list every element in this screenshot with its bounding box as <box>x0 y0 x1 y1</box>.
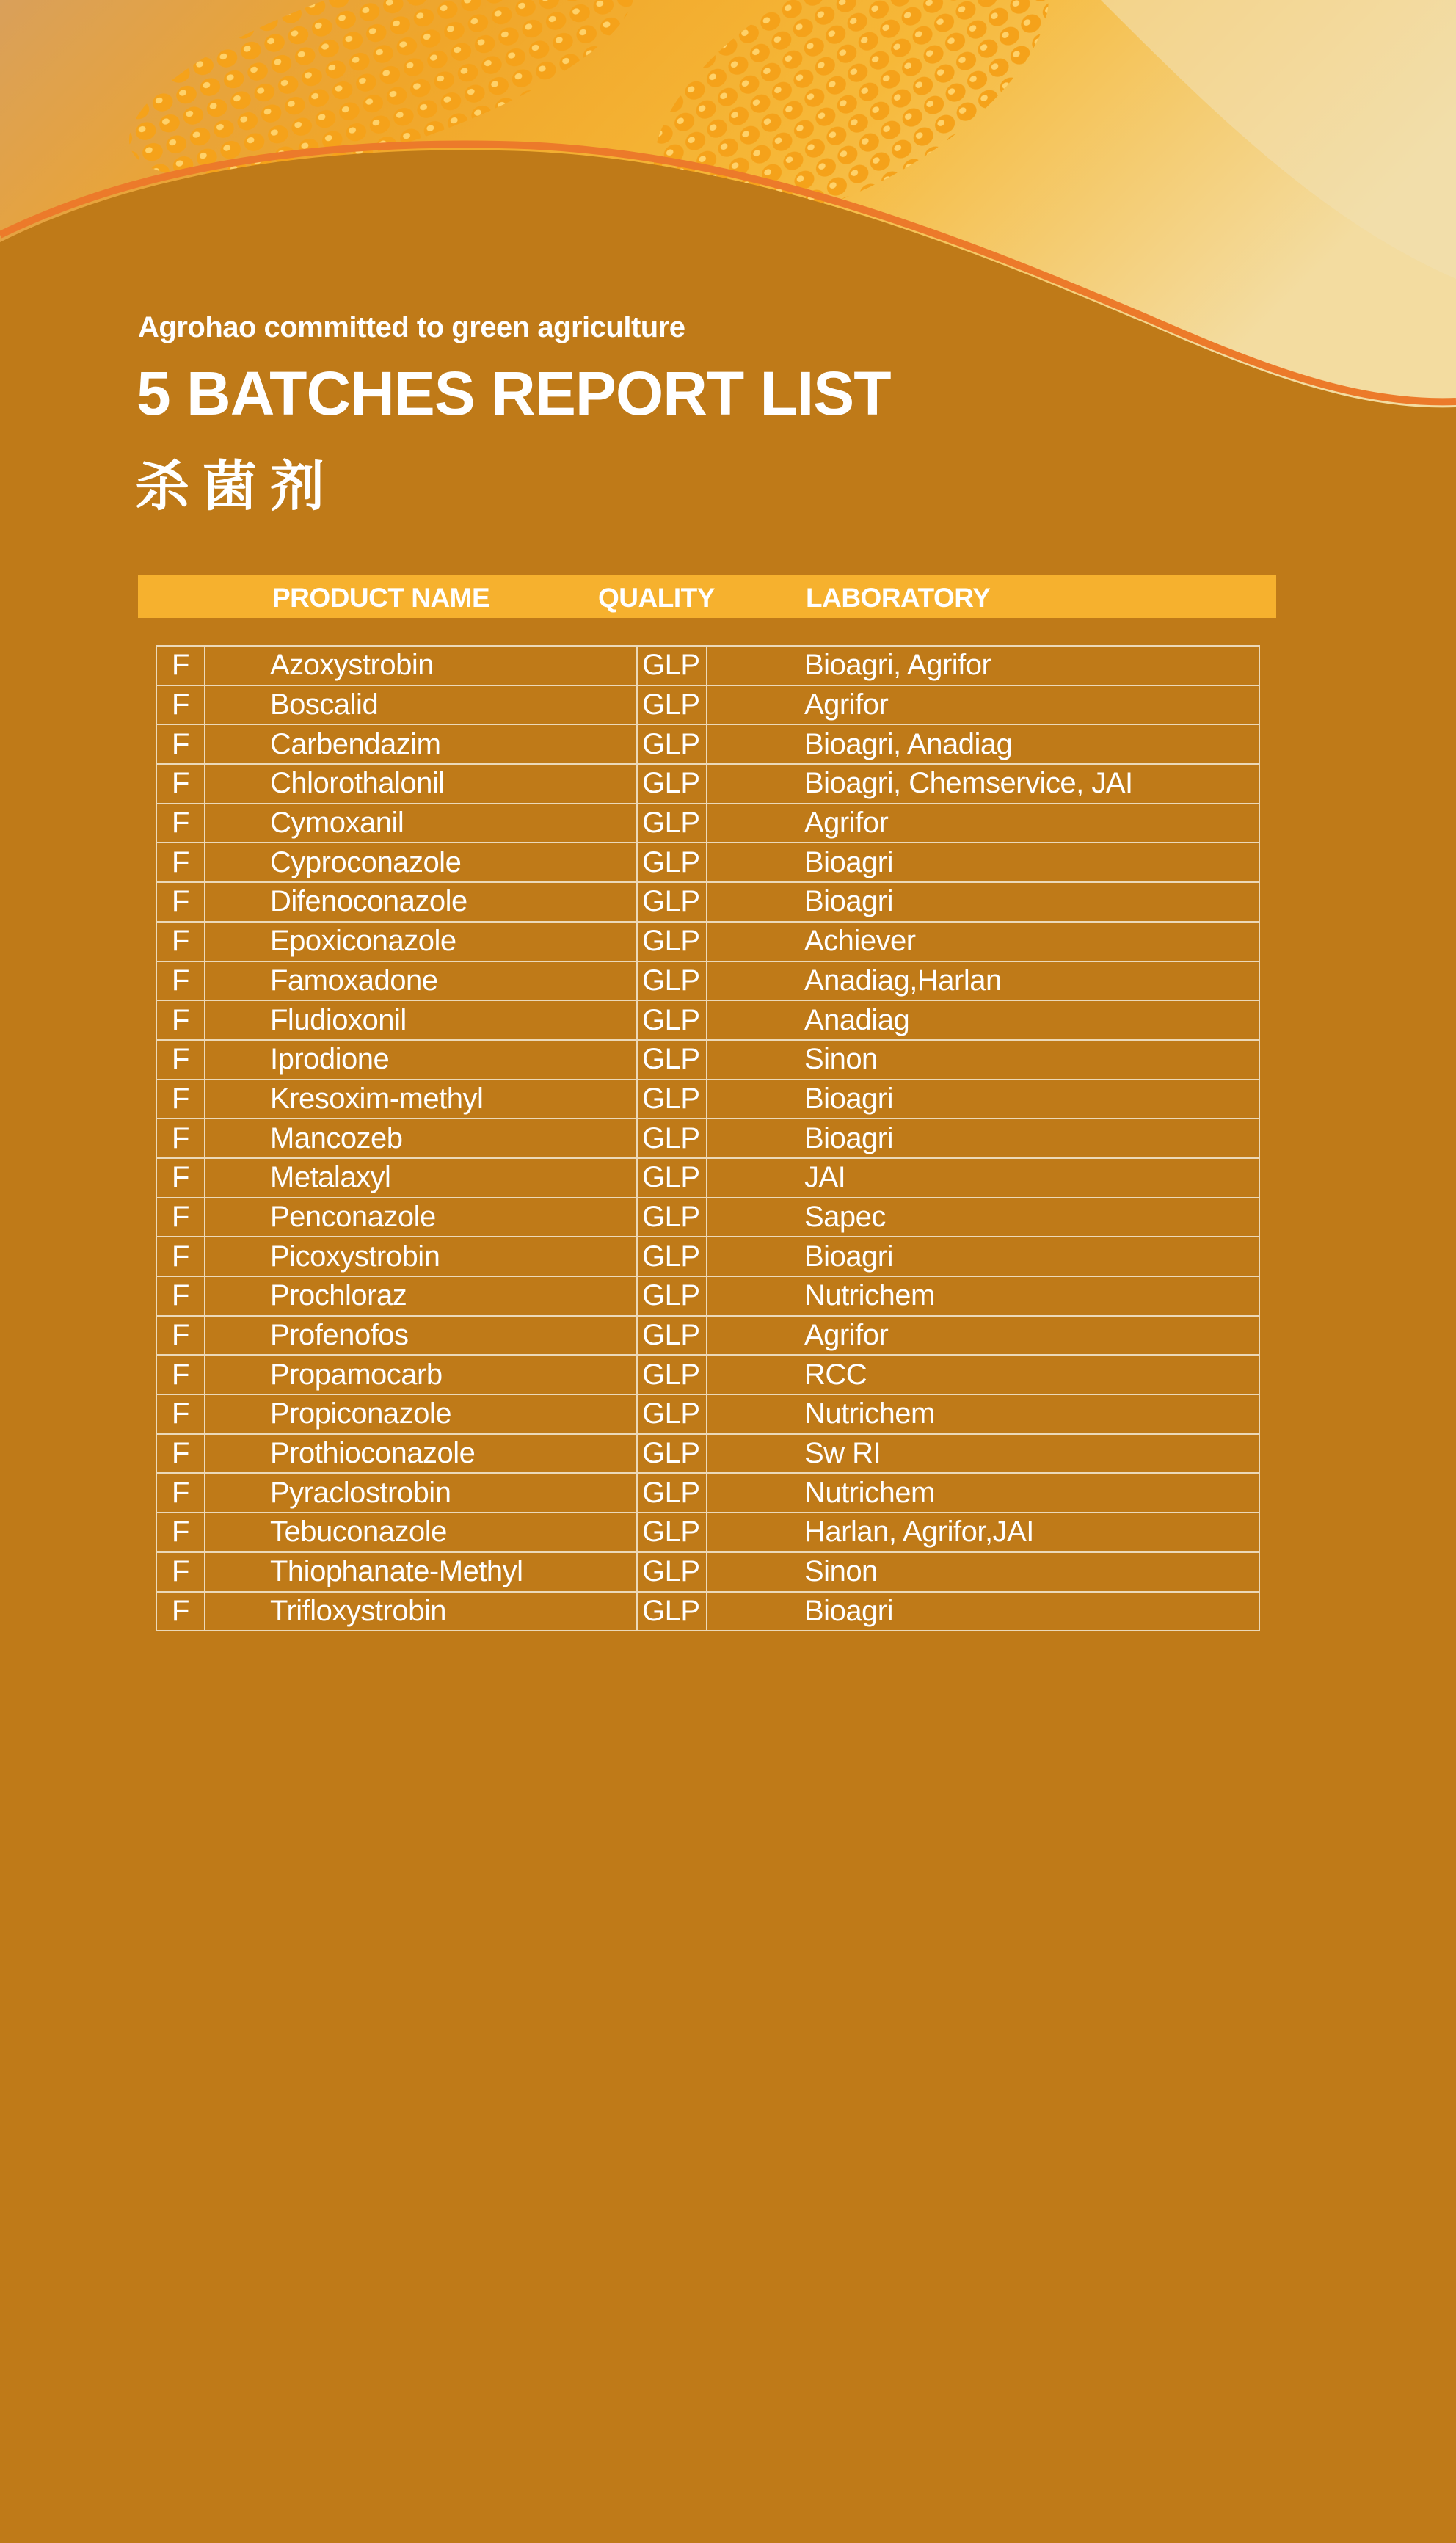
quality-cell: GLP <box>637 1394 707 1434</box>
laboratory-cell: Bioagri <box>707 1237 1259 1276</box>
quality-cell: GLP <box>637 1473 707 1513</box>
type-cell: F <box>156 1473 205 1513</box>
type-cell: F <box>156 882 205 922</box>
laboratory-cell: Anadiag,Harlan <box>707 961 1259 1001</box>
table-row <box>156 764 1259 804</box>
laboratory-cell: Nutrichem <box>707 1276 1259 1316</box>
type-cell: F <box>156 646 205 685</box>
product-name-cell: Trifloxystrobin <box>205 1592 637 1631</box>
laboratory-cell: Agrifor <box>707 685 1259 725</box>
product-name-cell: Thiophanate-Methyl <box>205 1552 637 1592</box>
quality-cell: GLP <box>637 1118 707 1158</box>
laboratory-cell: Bioagri, Chemservice, JAI <box>707 764 1259 804</box>
type-cell: F <box>156 1080 205 1119</box>
product-name-cell: Boscalid <box>205 685 637 725</box>
table-row <box>156 1473 1259 1513</box>
laboratory-cell: Bioagri <box>707 843 1259 882</box>
type-cell: F <box>156 724 205 764</box>
table-row <box>156 882 1259 922</box>
table-row <box>156 1198 1259 1237</box>
type-cell: F <box>156 764 205 804</box>
product-name-cell: Penconazole <box>205 1198 637 1237</box>
table-row <box>156 804 1259 843</box>
page-title: 5 BATCHES REPORT LIST <box>136 359 891 428</box>
product-name-cell: Picoxystrobin <box>205 1237 637 1276</box>
quality-cell: GLP <box>637 1198 707 1237</box>
quality-cell: GLP <box>637 1237 707 1276</box>
laboratory-cell: Anadiag <box>707 1000 1259 1040</box>
quality-cell: GLP <box>637 961 707 1001</box>
table-row <box>156 922 1259 961</box>
type-cell: F <box>156 1434 205 1474</box>
table-row <box>156 961 1259 1001</box>
laboratory-cell: Bioagri <box>707 882 1259 922</box>
quality-cell: GLP <box>637 1355 707 1394</box>
table-row <box>156 843 1259 882</box>
product-name-cell: Prochloraz <box>205 1276 637 1316</box>
quality-cell: GLP <box>637 1592 707 1631</box>
quality-cell: GLP <box>637 804 707 843</box>
table-row <box>156 646 1259 685</box>
quality-cell: GLP <box>637 922 707 961</box>
quality-cell: GLP <box>637 685 707 725</box>
type-cell: F <box>156 843 205 882</box>
quality-cell: GLP <box>637 1513 707 1552</box>
product-name-cell: Metalaxyl <box>205 1158 637 1198</box>
product-name-cell: Famoxadone <box>205 961 637 1001</box>
column-header-quality: QUALITY <box>598 583 715 613</box>
laboratory-cell: Harlan, Agrifor,JAI <box>707 1513 1259 1552</box>
laboratory-cell: Sw RI <box>707 1434 1259 1474</box>
product-name-cell: Cymoxanil <box>205 804 637 843</box>
quality-cell: GLP <box>637 882 707 922</box>
type-cell: F <box>156 1158 205 1198</box>
type-cell: F <box>156 1118 205 1158</box>
laboratory-cell: JAI <box>707 1158 1259 1198</box>
type-cell: F <box>156 1000 205 1040</box>
quality-cell: GLP <box>637 1158 707 1198</box>
quality-cell: GLP <box>637 1276 707 1316</box>
product-name-cell: Iprodione <box>205 1040 637 1080</box>
quality-cell: GLP <box>637 1040 707 1080</box>
laboratory-cell: Agrifor <box>707 804 1259 843</box>
type-cell: F <box>156 1198 205 1237</box>
table-row <box>156 1000 1259 1040</box>
product-name-cell: Tebuconazole <box>205 1513 637 1552</box>
category-title: 杀菌剂 <box>135 456 338 517</box>
type-cell: F <box>156 1355 205 1394</box>
table-row <box>156 1276 1259 1316</box>
type-cell: F <box>156 1276 205 1316</box>
product-name-cell: Chlorothalonil <box>205 764 637 804</box>
type-cell: F <box>156 1394 205 1434</box>
laboratory-cell: Sinon <box>707 1552 1259 1592</box>
type-cell: F <box>156 685 205 725</box>
type-cell: F <box>156 1040 205 1080</box>
laboratory-cell: Agrifor <box>707 1316 1259 1356</box>
report-table <box>156 645 1260 1631</box>
table-row <box>156 1237 1259 1276</box>
laboratory-cell: Bioagri <box>707 1592 1259 1631</box>
table-row <box>156 1434 1259 1474</box>
quality-cell: GLP <box>637 764 707 804</box>
laboratory-cell: Achiever <box>707 922 1259 961</box>
column-header-product-name: PRODUCT NAME <box>272 583 490 613</box>
quality-cell: GLP <box>637 646 707 685</box>
product-name-cell: Epoxiconazole <box>205 922 637 961</box>
laboratory-cell: RCC <box>707 1355 1259 1394</box>
type-cell: F <box>156 804 205 843</box>
table-row <box>156 1118 1259 1158</box>
type-cell: F <box>156 1316 205 1356</box>
product-name-cell: Azoxystrobin <box>205 646 637 685</box>
tagline: Agrohao committed to green agriculture <box>138 311 685 343</box>
laboratory-cell: Nutrichem <box>707 1473 1259 1513</box>
table-row <box>156 685 1259 725</box>
quality-cell: GLP <box>637 1434 707 1474</box>
product-name-cell: Kresoxim-methyl <box>205 1080 637 1119</box>
quality-cell: GLP <box>637 724 707 764</box>
table-row <box>156 1040 1259 1080</box>
laboratory-cell: Sapec <box>707 1198 1259 1237</box>
type-cell: F <box>156 922 205 961</box>
product-name-cell: Propiconazole <box>205 1394 637 1434</box>
laboratory-cell: Bioagri <box>707 1080 1259 1119</box>
product-name-cell: Pyraclostrobin <box>205 1473 637 1513</box>
quality-cell: GLP <box>637 1000 707 1040</box>
laboratory-cell: Bioagri <box>707 1118 1259 1158</box>
table-row <box>156 1592 1259 1631</box>
laboratory-cell: Bioagri, Agrifor <box>707 646 1259 685</box>
type-cell: F <box>156 1592 205 1631</box>
table-row <box>156 1513 1259 1552</box>
table-row <box>156 1552 1259 1592</box>
quality-cell: GLP <box>637 1080 707 1119</box>
table-row <box>156 1316 1259 1356</box>
table-row <box>156 1080 1259 1119</box>
table-row <box>156 724 1259 764</box>
laboratory-cell: Nutrichem <box>707 1394 1259 1434</box>
product-name-cell: Carbendazim <box>205 724 637 764</box>
product-name-cell: Prothioconazole <box>205 1434 637 1474</box>
type-cell: F <box>156 1237 205 1276</box>
product-name-cell: Mancozeb <box>205 1118 637 1158</box>
laboratory-cell: Sinon <box>707 1040 1259 1080</box>
product-name-cell: Profenofos <box>205 1316 637 1356</box>
type-cell: F <box>156 961 205 1001</box>
table-row <box>156 1158 1259 1198</box>
table-row <box>156 1355 1259 1394</box>
type-cell: F <box>156 1513 205 1552</box>
column-header-laboratory: LABORATORY <box>806 583 991 613</box>
laboratory-cell: Bioagri, Anadiag <box>707 724 1259 764</box>
product-name-cell: Difenoconazole <box>205 882 637 922</box>
quality-cell: GLP <box>637 1552 707 1592</box>
table-row <box>156 1394 1259 1434</box>
product-name-cell: Fludioxonil <box>205 1000 637 1040</box>
product-name-cell: Cyproconazole <box>205 843 637 882</box>
table-header-bar <box>138 575 1276 618</box>
quality-cell: GLP <box>637 1316 707 1356</box>
product-name-cell: Propamocarb <box>205 1355 637 1394</box>
quality-cell: GLP <box>637 843 707 882</box>
type-cell: F <box>156 1552 205 1592</box>
